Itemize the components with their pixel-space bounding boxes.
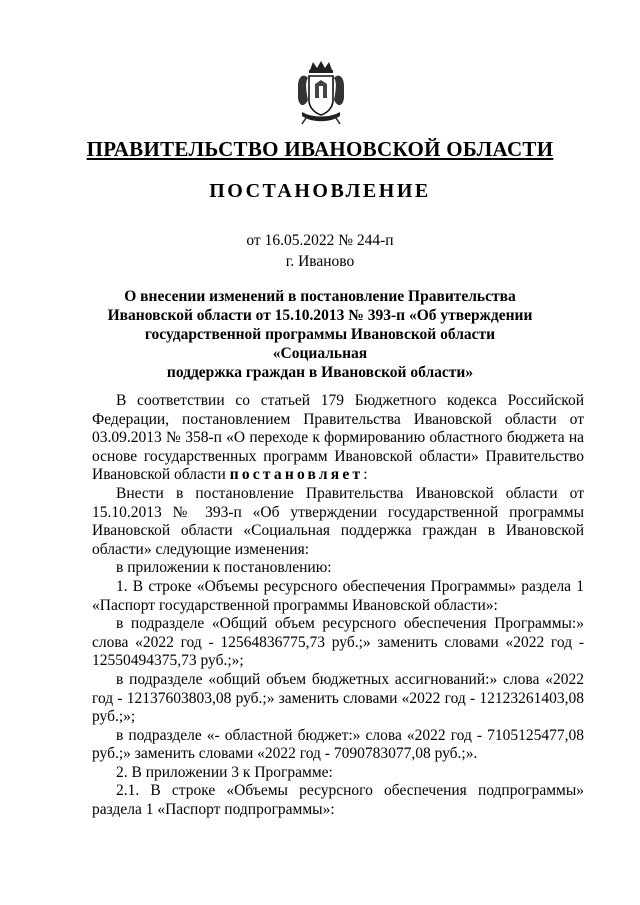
government-title: ПРАВИТЕЛЬСТВО ИВАНОВСКОЙ ОБЛАСТИ [86, 137, 554, 161]
subject-line: Ивановской области от 15.10.2013 № 393-п «Об утверждении [107, 307, 533, 324]
resolution-subject [100, 287, 540, 382]
document-body [92, 392, 584, 820]
subject-line: О внесении изменений в постановление Правительства [124, 288, 516, 305]
subject-line: поддержка граждан в Ивановской области» [166, 364, 474, 381]
paragraph: 1. В строке «Объемы ресурсного обеспечения Программы» раздела 1 «Паспорт государственной программы Ивановской области»: [92, 577, 584, 614]
paragraph: в подразделе «общий объем бюджетных ассигнований:» слова «2022 год - 12137603803,08 руб.;» заменить словами «2022 год - 12123261403,08 руб.;»; [92, 670, 584, 726]
city: г. Иваново [285, 253, 355, 270]
paragraph: в подразделе «Общий объем ресурсного обеспечения Программы:» слова «2022 год - 12564836775,73 руб.;» заменить словами «2022 год - 12550494375,73 руб.;»; [92, 615, 584, 670]
paragraph: 2.1. В строке «Объемы ресурсного обеспечения подпрограммы» раздела 1 «Паспорт подпрограммы»: [92, 782, 584, 819]
paragraph: Внести в постановление Правительства Ивановской области от 15.10.2013 № 393-п «Об утверждении государственной программы Ивановской области «Социальная поддержка граждан в Ивановской области» следующие изменения: [92, 484, 584, 558]
paragraph: В соответствии со статьей 179 Бюджетного кодекса Российской Федерации, постановлением Правительства Ивановской области от 03.09.2013 № 358-п «О переходе к формированию областного бюджета на основе государственных программ Ивановской области» Правительство Ивановской области постановляет: [92, 392, 584, 484]
paragraph: 2. В приложении 3 к Программе: [116, 763, 333, 781]
paragraph: в приложении к постановлению: [116, 559, 332, 577]
paragraph: в подразделе «- областной бюджет:» слова «2022 год - 7105125477,08 руб.;» заменить словами «2022 год - 7090783077,08 руб.;». [92, 726, 584, 763]
decree-word: постановляет [229, 466, 364, 484]
subject-line: государственной программы Ивановской области «Социальная [144, 326, 496, 362]
date-number: от 16.05.2022 № 244-п [246, 232, 394, 249]
coat-of-arms-emblem [296, 60, 346, 126]
document-type: ПОСТАНОВЛЕНИЕ [209, 180, 431, 202]
